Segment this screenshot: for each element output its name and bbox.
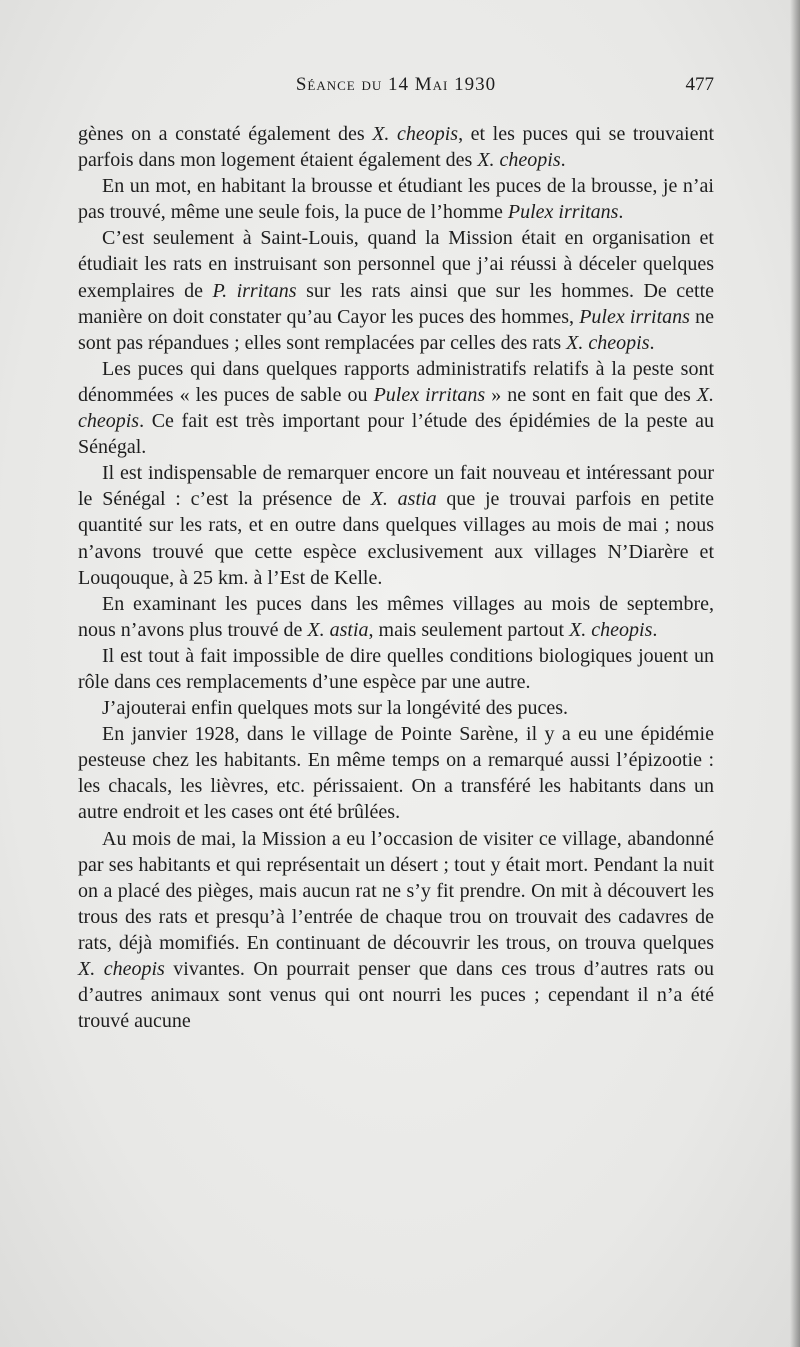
paragraph [78,121,714,173]
text-run: , mais seulement partout [368,618,570,641]
text-run: . [649,331,655,354]
paragraph [78,695,714,721]
text-run: Au mois de mai, la Mission a eu l’occasion de visiter ce village, abandonné par ses habitants et qui représentait un désert ; tout y était mort. Pendant la nuit on a placé des pièges, mais aucun rat ne s’y fit prendre. On mit à découvert les trous des rats et presqu’à l’entrée de chaque trou on trouvait des cadavres de rats, déjà momifiés. En continuant de découvrir les trous, on trouva quelques [78,827,714,954]
species-name: P. irritans [212,279,297,302]
text-run: Les puces qui dans quelques rapports administratifs relatifs à la peste sont dénommées « les puces de sable ou [78,357,714,406]
text-run: » ne sont en fait que des [485,383,697,406]
text-run: Il est tout à fait impossible de dire quelles conditions biologiques jouent un rôle dans ces remplacements d’une espèce par une autre. [78,644,714,693]
paragraph [78,643,714,695]
text-run: vivantes. On pourrait penser que dans ces trous d’autres rats ou d’autres animaux sont venus qui ont nourri les puces ; cependant il n’a été trouvé aucune [78,958,715,1033]
text-run: . [618,201,624,224]
running-head: Séance du 14 Mai 1930 [295,74,497,95]
species-name: X. cheopis [477,149,561,172]
species-name: X. cheopis [566,331,650,354]
text-run: que je trouvai parfois en petite quantité sur les rats, et en outre dans quelques villages au mois de mai ; nous n’avons trouvé que cette espèce exclusivement aux villages N’Diarère et Louqouque, à 25 km. à l’Est de Kelle. [78,488,714,589]
text-run: En examinant les puces dans les mêmes villages au mois de septembre, nous n’avons plus trouvé de [78,592,714,641]
paragraph [78,826,714,1035]
text-run: En janvier 1928, dans le village de Pointe Sarène, il y a eu une épidémie pesteuse chez les habitants. En même temps on a remarqué aussi l’épizootie : les chacals, les lièvres, etc. périssaient. On a transféré les habitants dans un autre endroit et les cases ont été brûlées. [78,723,714,824]
paragraph [78,460,714,590]
species-name: Pulex irritans [373,383,486,406]
text-run: Il est indispensable de remarquer encore un fait nouveau et intéressant pour le Sénégal : c’est la présence de [78,462,714,511]
species-name: X. astia [307,618,369,641]
species-name: Pulex irritans [507,201,619,224]
species-name: X. cheopis [569,618,653,641]
body-text [78,121,714,1034]
paragraph [78,356,714,460]
paragraph [78,721,714,825]
species-name: X. astia [370,488,437,511]
text-run: C’est seulement à Saint-Louis, quand la Mission était en organisation et étudiait les rats en instruisant son personnel que j’ai réussi à déceler quelques exemplaires de [78,227,714,302]
text-run: ne sont pas répandues ; elles sont remplacées par celles des rats [78,305,714,354]
text-run: En un mot, en habitant la brousse et étudiant les puces de la brousse, je n’ai pas trouvé, même une seule fois, la puce de l’homme [78,175,714,224]
page-header [78,74,714,104]
page-gutter-shadow [790,0,800,1347]
page-number: 477 [685,74,714,95]
species-name: X. cheopis [78,958,165,980]
species-name: Pulex irritans [579,305,690,328]
text-run: . [652,618,658,641]
species-name: X. cheopis [372,123,459,145]
paragraph [78,225,714,355]
text-run: J’ajouterai enfin quelques mots sur la longévité des puces. [102,697,568,720]
paragraph [78,591,714,643]
text-run: . [560,149,566,172]
text-run: . Ce fait est très important pour l’étude des épidémies de la peste au Sénégal. [78,410,714,459]
text-run: sur les rats ainsi que sur les hommes. De cette manière on doit constater qu’au Cayor les puces des hommes, [78,279,715,328]
paragraph [78,173,714,225]
species-name: X. cheopis [78,383,714,433]
text-run: , et les puces qui se trouvaient parfois dans mon logement étaient également des [78,123,715,172]
text-run: gènes on a constaté également des [78,123,373,145]
